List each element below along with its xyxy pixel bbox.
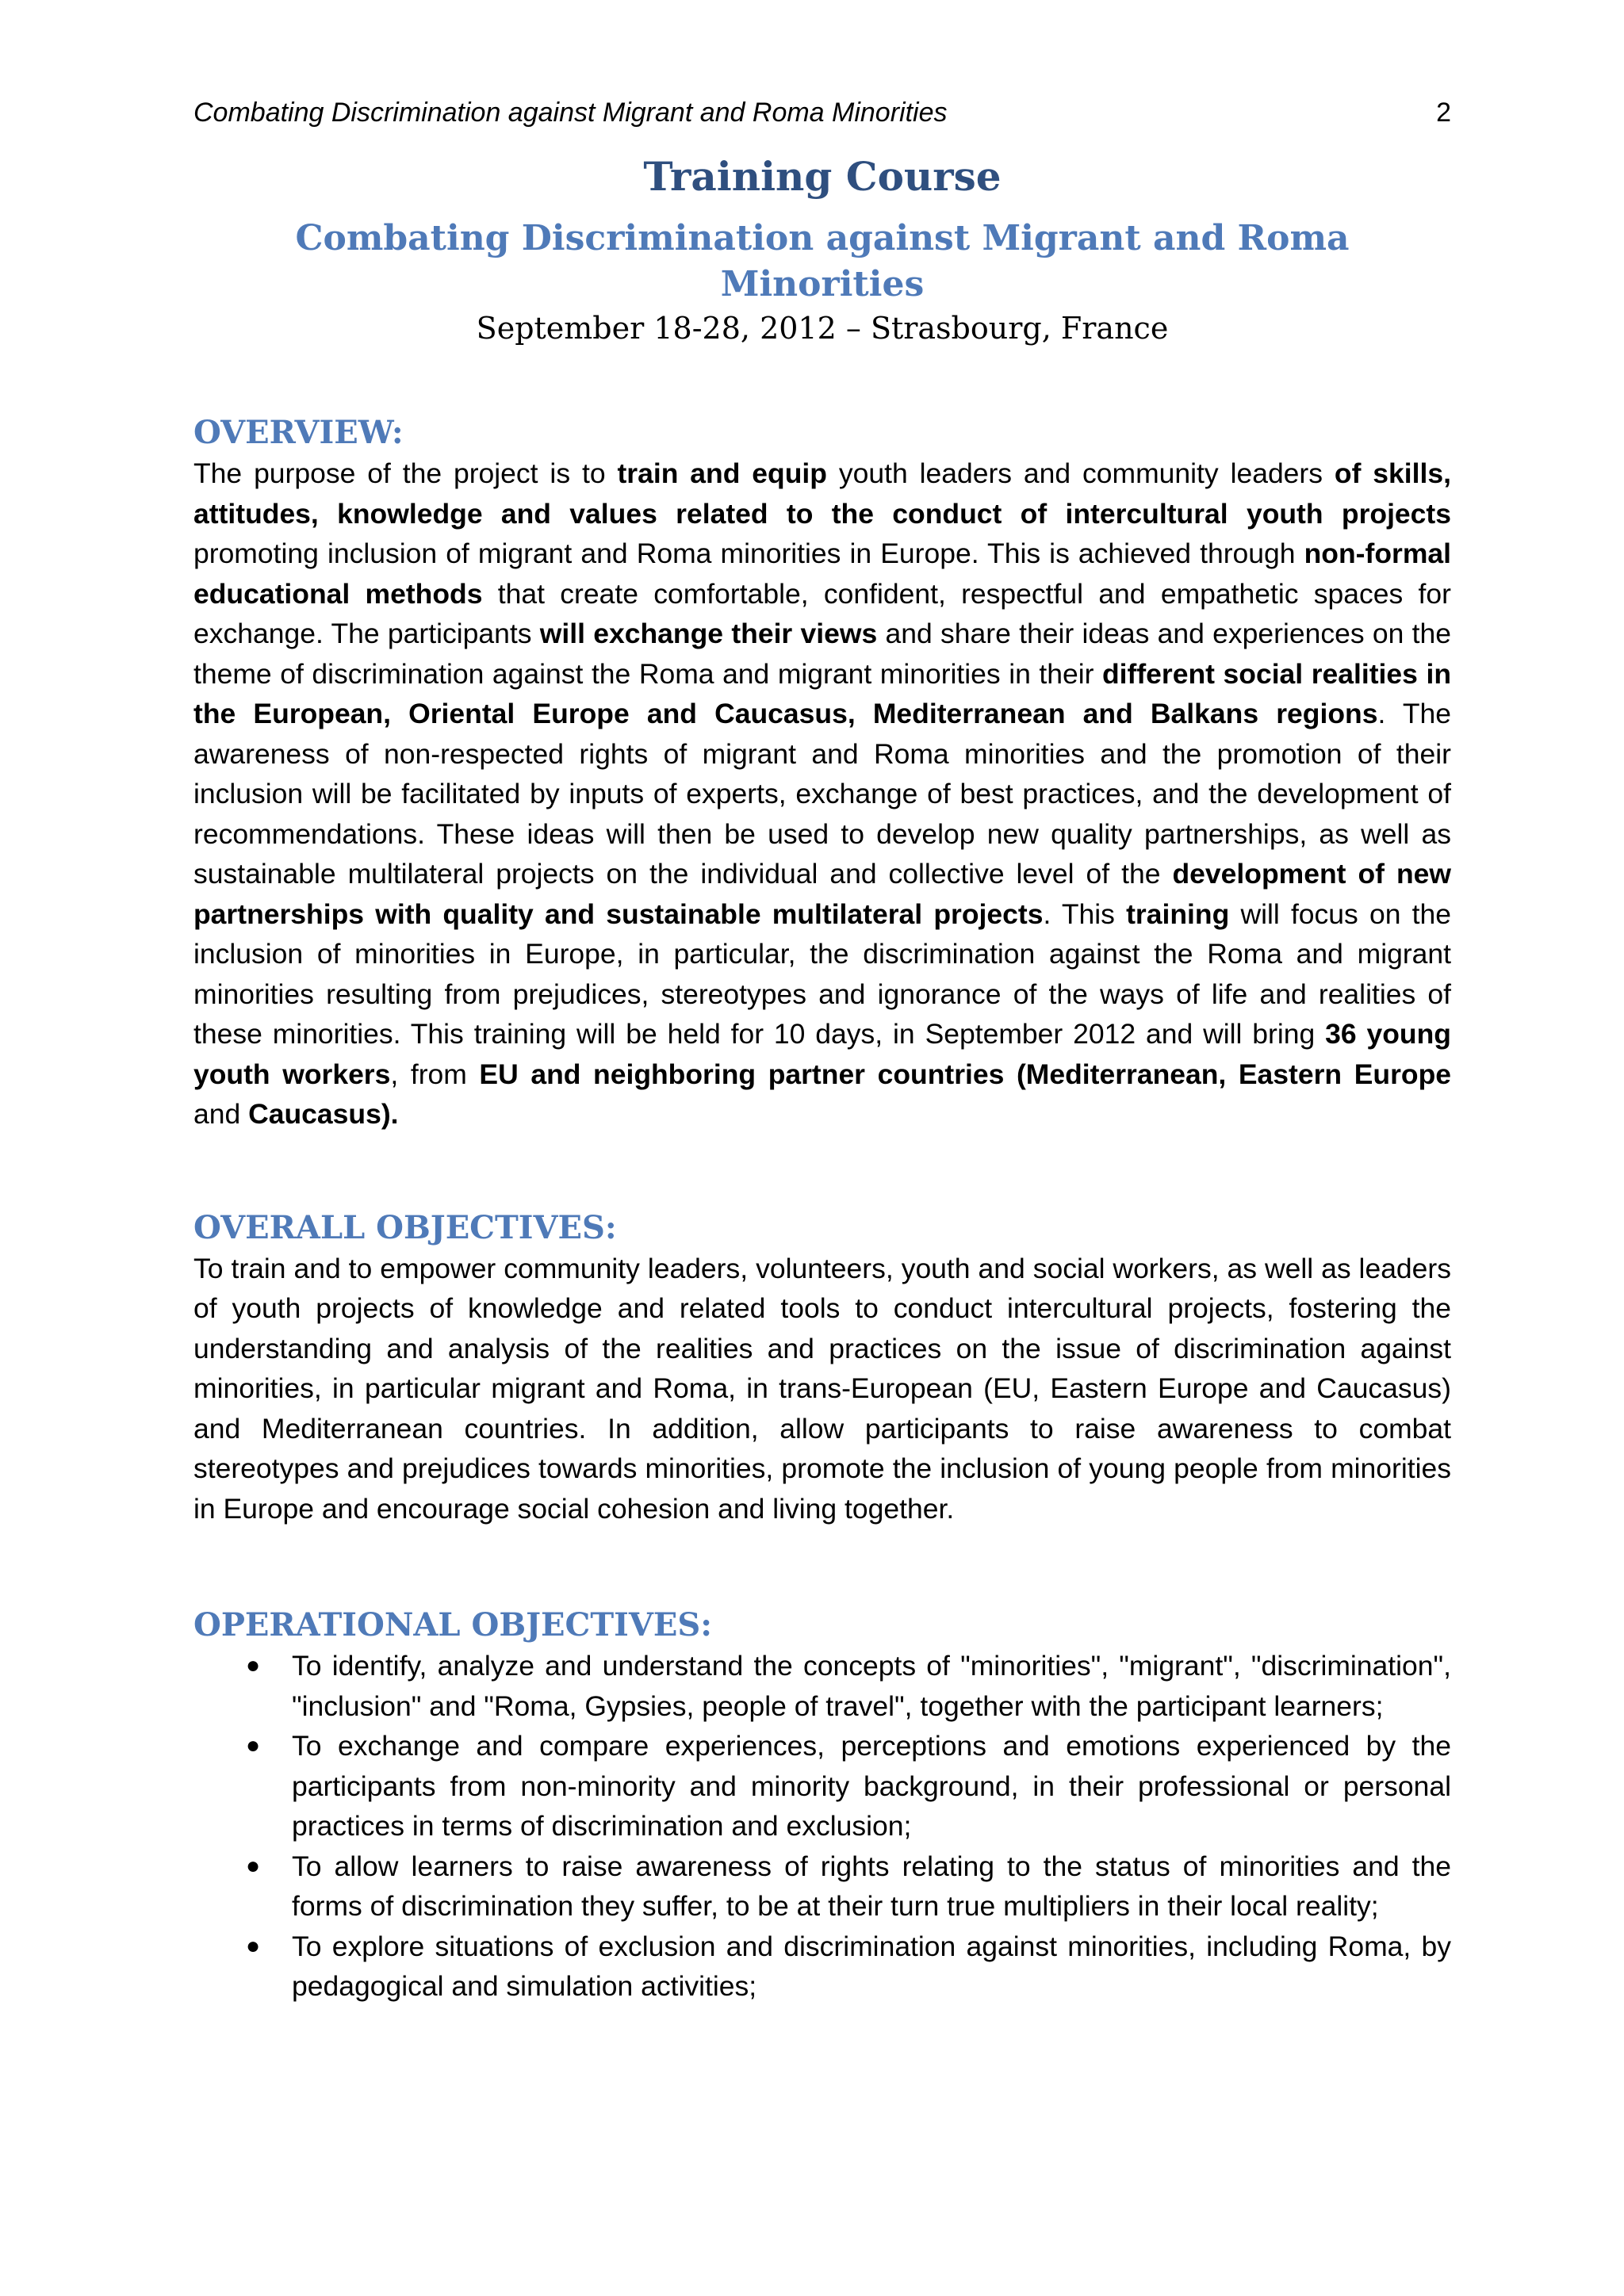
overview-paragraph	[193, 453, 1451, 1135]
overview-text-run: youth leaders and community leaders	[826, 457, 1335, 489]
overview-text-run: that create comfortable, confident, respectful and empathetic spaces for exchange. The participants	[193, 577, 1451, 649]
bullet-icon: ●	[246, 1652, 261, 1678]
objective-text: To explore situations of exclusion and discrimination against minorities, including Roma, by pedagogical and simulation activities;	[292, 1930, 1451, 2002]
running-header	[193, 87, 1451, 138]
overview-text-run: promoting inclusion of migrant and Roma minorities in Europe. This is achieved through	[193, 538, 1304, 569]
overview-section	[193, 412, 1451, 1135]
bullet-icon: ●	[246, 1852, 261, 1879]
overview-bold-run: 36 young youth workers	[193, 1018, 1451, 1090]
objective-text: To allow learners to raise awareness of rights relating to the status of minorities and the forms of discrimination they suffer, to be at their turn true multipliers in their local reality;	[292, 1850, 1451, 1922]
overview-text-run: , from	[390, 1058, 480, 1090]
overview-bold-run: Caucasus).	[248, 1098, 399, 1130]
operational-objectives-heading: OPERATIONAL OBJECTIVES:	[193, 1606, 713, 1644]
objectives-list	[193, 1646, 1451, 2007]
overview-text-run: . The awareness of non-respected rights of migrant and Roma minorities and the promotion of their inclusion will be facilitated by inputs of experts, exchange of best practices, and the development of recommendations. These ideas will then be used to develop new quality partnerships, as well as sustainable multilateral projects on the individual and collective level of the	[193, 698, 1451, 890]
overview-heading: OVERVIEW:	[193, 414, 404, 451]
overview-text-run: . This	[1043, 897, 1127, 930]
overview-bold-run: different social realities in the European, Oriental Europe and Caucasus, Mediterranean and Balkans regions	[193, 657, 1452, 729]
objective-text: To exchange and compare experiences, perceptions and emotions experienced by the participants from non-minority and minority background, in their professional or personal practices in terms of discrimination and exclusion;	[292, 1730, 1451, 1842]
page-number: 2	[1436, 98, 1451, 128]
objective-item	[193, 1927, 1451, 2007]
overview-text-run: and	[193, 1098, 249, 1130]
overview-bold-run: will exchange their views	[539, 618, 878, 649]
document-title: Training Course	[643, 153, 1002, 200]
overview-bold-run: EU and neighboring partner countries (Mediterranean, Eastern Europe	[479, 1058, 1451, 1090]
objective-text: To identify, analyze and understand the concepts of "minorities", "migrant", "discrimination", "inclusion" and "Roma, Gypsies, people of travel", together with the participant learners;	[292, 1650, 1451, 1722]
overview-text-run: The purpose of the project is to	[193, 457, 618, 489]
overall-objectives-section	[193, 1207, 1451, 1529]
event-dates: September 18-28, 2012 – Strasbourg, France	[476, 311, 1169, 346]
overview-text-run: will focus on the inclusion of minorities in Europe, in particular, the discrimination against the Roma and migrant minorities resulting from prejudices, stereotypes and ignorance of the ways of life and realities of these minorities. This training will be held for 10 days, in September 2012 and will bring	[193, 897, 1451, 1050]
document-subtitle: Combating Discrimination against Migrant and Roma Minorities	[295, 218, 1350, 304]
overview-bold-run: non-formal educational methods	[193, 538, 1451, 610]
running-title: Combating Discrimination against Migrant and Roma Minorities	[193, 98, 948, 128]
overall-objectives-paragraph: To train and to empower community leaders, volunteers, youth and social workers, as well as leaders of youth projects of knowledge and related tools to conduct intercultural projects, fostering the understanding and analysis of the realities and practices on the issue of discrimination against minorities, in particular migrant and Roma, in trans-European (EU, Eastern Europe and Caucasus) and Mediterranean countries. In addition, allow participants to raise awareness to combat stereotypes and prejudices towards minorities, promote the inclusion of young people from minorities in Europe and encourage social cohesion and living together.	[193, 1252, 1451, 1525]
operational-objectives-section	[193, 1605, 1451, 2007]
overview-bold-run: training	[1126, 897, 1230, 930]
overview-bold-run: development of new partnerships with quality and sustainable multilateral projects	[193, 858, 1451, 930]
document-page	[193, 87, 1451, 2007]
overview-text-run: and share their ideas and experiences on the theme of discrimination against the Roma and migrant minorities in their	[193, 618, 1452, 690]
overall-objectives-heading: OVERALL OBJECTIVES:	[193, 1208, 617, 1246]
objective-item	[193, 1846, 1451, 1927]
objective-item	[193, 1646, 1451, 1726]
overview-bold-run: train and equip	[617, 457, 827, 489]
bullet-icon: ●	[246, 1932, 261, 1959]
overview-bold-run: of skills, attitudes, knowledge and values related to the conduct of intercultural youth projects	[193, 457, 1451, 530]
objective-item	[193, 1726, 1451, 1846]
bullet-icon: ●	[246, 1732, 261, 1758]
